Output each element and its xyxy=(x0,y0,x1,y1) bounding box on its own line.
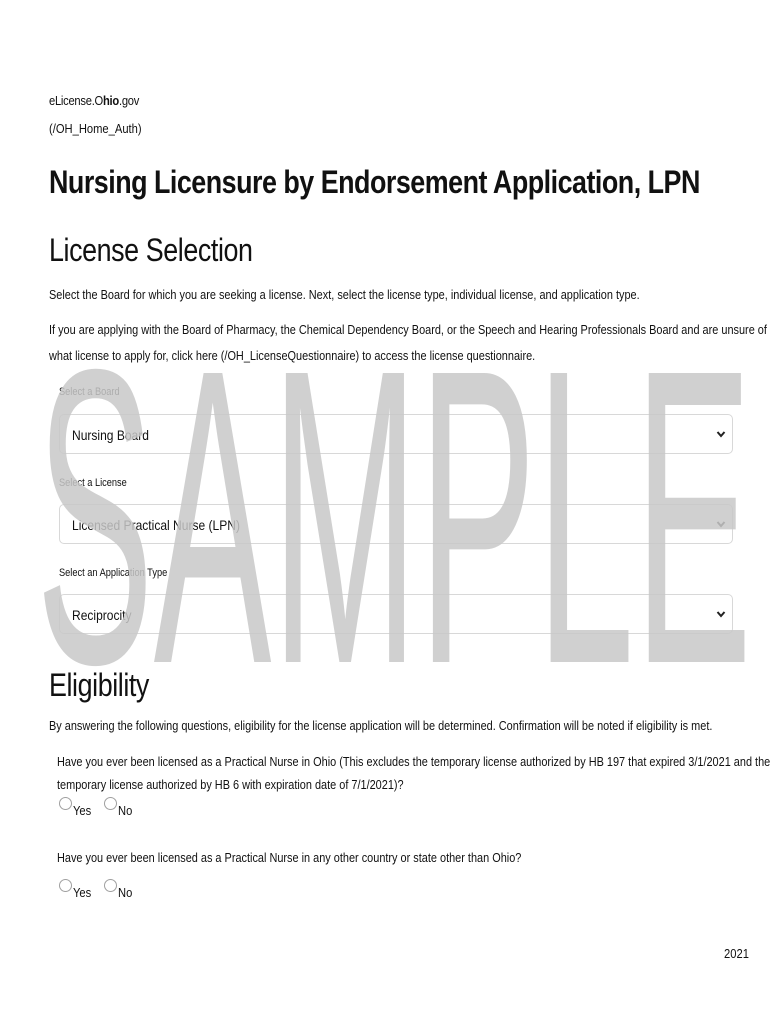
no-radio-label[interactable]: No xyxy=(118,885,133,900)
license-questionnaire-note-line2[interactable]: what license to apply for, click here (/OH_LicenseQuestionnaire) to access the license questionnaire. xyxy=(49,348,536,363)
board-select-value: Nursing Board xyxy=(72,427,149,443)
no-radio[interactable] xyxy=(104,879,117,892)
chevron-down-icon xyxy=(716,429,726,439)
yes-radio-label[interactable]: Yes xyxy=(73,885,92,900)
board-select[interactable] xyxy=(59,414,733,454)
brand-bold: hio xyxy=(102,93,119,108)
board-select-label: Select a Board xyxy=(59,386,120,398)
license-selection-heading: License Selection xyxy=(49,232,253,268)
yes-radio[interactable] xyxy=(59,879,72,892)
yes-radio[interactable] xyxy=(59,797,72,810)
question-ohio-license-line2: temporary license authorized by HB 6 with expiration date of 7/1/2021)? xyxy=(57,777,404,792)
brand-prefix: eLicense.O xyxy=(49,93,103,108)
home-link[interactable]: (/OH_Home_Auth) xyxy=(49,121,142,136)
question-ohio-license-line1: Have you ever been licensed as a Practical Nurse in Ohio (This excludes the temporary license authorized by HB 197 that expired 3/1/2021 and the xyxy=(57,754,770,769)
application-type-select[interactable] xyxy=(59,594,733,634)
eligibility-intro: By answering the following questions, eligibility for the license application will be determined. Confirmation will be noted if eligibility is met. xyxy=(49,718,713,733)
license-select[interactable] xyxy=(59,504,733,544)
license-selection-intro: Select the Board for which you are seeking a license. Next, select the license type, individual license, and application type. xyxy=(49,287,640,302)
footer-year: 2021 xyxy=(724,946,749,961)
no-radio[interactable] xyxy=(104,797,117,810)
yes-radio-label[interactable]: Yes xyxy=(73,803,92,818)
application-type-select-value: Reciprocity xyxy=(72,607,132,623)
brand-logo-text[interactable] xyxy=(49,93,139,108)
license-questionnaire-note-line1: If you are applying with the Board of Pharmacy, the Chemical Dependency Board, or the Speech and Hearing Professionals Board and are unsure of xyxy=(49,322,767,337)
license-select-label: Select a License xyxy=(59,477,127,489)
brand-suffix: .gov xyxy=(118,93,140,108)
sample-watermark-text: SAMPLE xyxy=(36,330,752,690)
license-select-value: Licensed Practical Nurse (LPN) xyxy=(72,517,240,533)
no-radio-label[interactable]: No xyxy=(118,803,133,818)
page-title: Nursing Licensure by Endorsement Application, LPN xyxy=(49,164,700,200)
application-type-select-label: Select an Application Type xyxy=(59,567,168,579)
question-other-state-license: Have you ever been licensed as a Practical Nurse in any other country or state other than Ohio? xyxy=(57,850,522,865)
chevron-down-icon xyxy=(716,519,726,529)
eligibility-heading: Eligibility xyxy=(49,667,149,703)
chevron-down-icon xyxy=(716,609,726,619)
